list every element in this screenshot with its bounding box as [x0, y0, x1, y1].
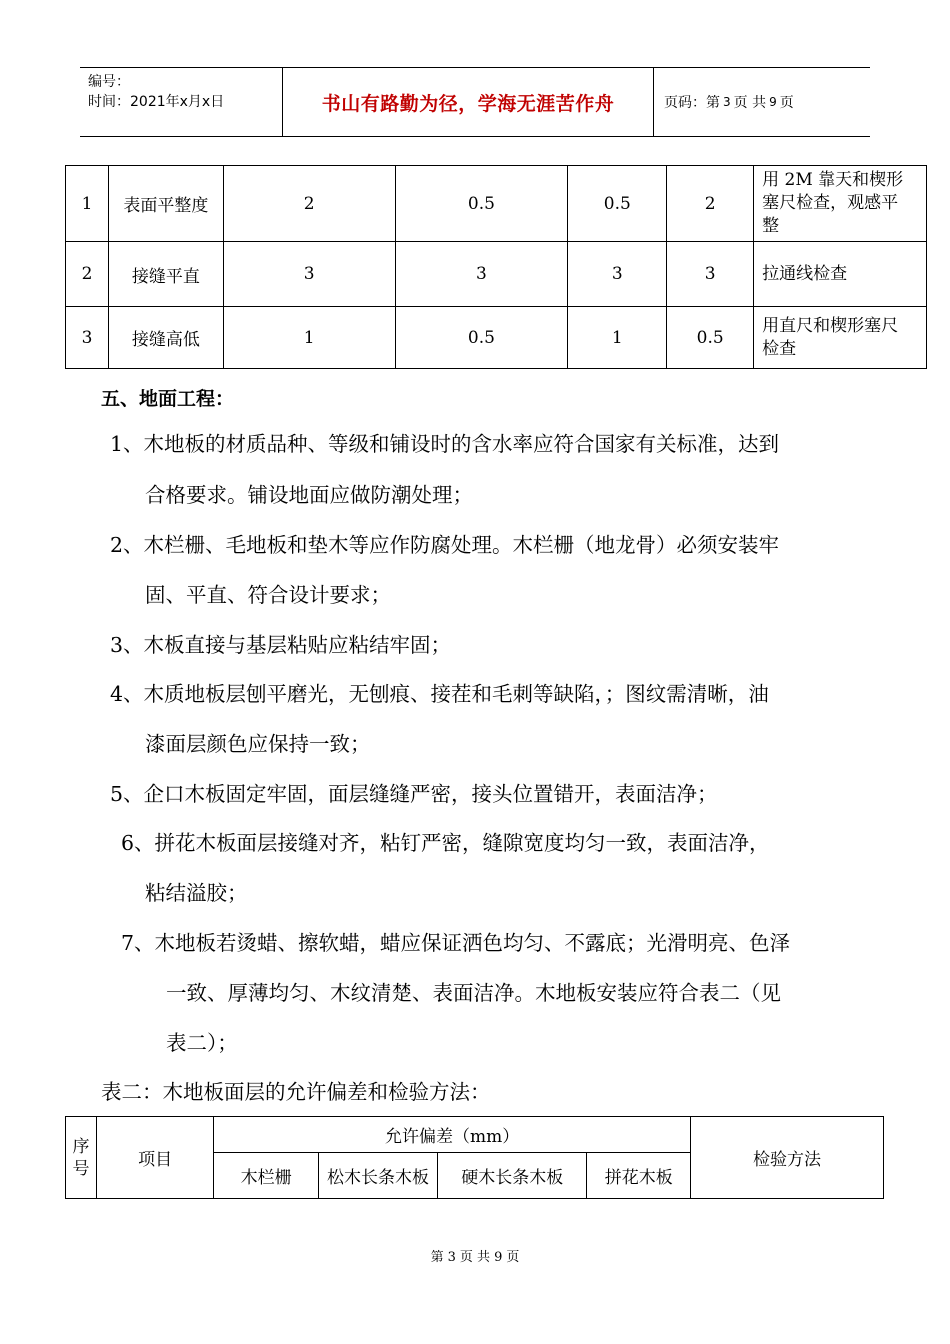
header-no-line: 号	[72, 1158, 90, 1179]
footer-current: 3	[447, 1250, 456, 1265]
floor-tolerance-table	[65, 1116, 884, 1199]
tolerance-table-continued	[65, 165, 927, 369]
paragraph-line: 3、木板直接与基层粘贴应粘结牢固；	[110, 633, 452, 657]
paragraph-line: 1、木地板的材质品种、等级和铺设时的含水率应符合国家有关标准，达到	[110, 432, 780, 456]
page-label: 页码：第	[664, 95, 720, 111]
row-value: 1	[223, 307, 395, 369]
paragraph-line: 固、平直、符合设计要求；	[145, 583, 391, 607]
footer-mid: 页 共	[459, 1250, 491, 1265]
row-value: 0.5	[395, 166, 568, 242]
paragraph-line: 4、木质地板层刨平磨光，无刨痕、接茬和毛刺等缺陷，；图纹需清晰，油	[110, 682, 769, 706]
column-header-no	[66, 1117, 97, 1199]
subcolumn-header: 硬木长条木板	[438, 1153, 587, 1199]
paragraph-line: 2、木栏栅、毛地板和垫木等应作防腐处理。木栏栅（地龙骨）必须安装牢	[110, 533, 780, 557]
header-motto: 书山有路勤为径，学海无涯苦作舟	[321, 92, 615, 115]
paragraph-line: 漆面层颜色应保持一致；	[145, 732, 371, 756]
row-method	[754, 166, 927, 242]
row-item: 表面平整度	[108, 166, 223, 242]
row-number: 1	[66, 166, 109, 242]
header-no-line: 序	[72, 1136, 90, 1157]
column-header-method: 检验方法	[691, 1117, 884, 1199]
table-caption: 表二：木地板面层的允许偏差和检验方法：	[101, 1080, 491, 1104]
column-header-item: 项目	[97, 1117, 214, 1199]
row-value: 0.5	[395, 307, 568, 369]
subcolumn-header: 拼花木板	[587, 1153, 691, 1199]
method-line: 整	[762, 216, 780, 236]
paragraph-line: 表二）；	[166, 1031, 238, 1055]
subcolumn-header: 松木长条木板	[318, 1153, 437, 1199]
row-item: 接缝高低	[108, 307, 223, 369]
method-line: 检查	[762, 338, 797, 359]
column-header-tolerance: 允许偏差（mm）	[214, 1117, 691, 1153]
subcolumn-header: 木栏栅	[214, 1153, 319, 1199]
row-value: 3	[395, 242, 568, 307]
row-value: 2	[223, 166, 395, 242]
method-line: 用 2M 靠天和楔形	[762, 170, 904, 190]
page-total: 9	[769, 95, 777, 109]
method-line: 用直尺和楔形塞尺	[762, 315, 899, 336]
row-value: 3	[223, 242, 395, 307]
header-page-number	[654, 68, 870, 136]
paragraph-line: 合格要求。铺设地面应做防潮处理；	[145, 483, 473, 507]
row-value: 3	[568, 242, 667, 307]
row-value: 0.5	[667, 307, 754, 369]
table-row	[66, 166, 927, 242]
row-item: 接缝平直	[108, 242, 223, 307]
page-mid: 页 共	[733, 95, 767, 111]
page-current: 3	[723, 95, 731, 109]
header-motto-cell	[282, 68, 654, 136]
footer-total: 9	[494, 1250, 503, 1265]
table-row	[66, 242, 927, 307]
row-number: 3	[66, 307, 109, 369]
page-end: 页	[779, 95, 794, 111]
paragraph-line: 7、木地板若烫蜡、擦软蜡，蜡应保证洒色均匀、不露底；光滑明亮、色泽	[121, 931, 791, 955]
row-number: 2	[66, 242, 109, 307]
page-header	[80, 67, 870, 137]
table-row	[66, 307, 927, 369]
paragraph-line: 粘结溢胶；	[145, 881, 248, 905]
row-value: 1	[568, 307, 667, 369]
paragraph-line: 一致、厚薄均匀、木纹清楚、表面洁净。木地板安装应符合表二（见	[166, 981, 781, 1005]
document-number-label: 编号：	[88, 74, 130, 90]
row-value: 3	[667, 242, 754, 307]
method-line: 塞尺检查，观感平	[762, 193, 899, 213]
paragraph-line: 5、企口木板固定牢固，面层缝缝严密，接头位置错开，表面洁净；	[110, 782, 718, 806]
section-heading: 五、地面工程：	[101, 388, 235, 410]
row-method	[754, 307, 927, 369]
row-value: 0.5	[568, 166, 667, 242]
method-line: 拉通线检查	[762, 263, 848, 284]
row-method	[754, 242, 927, 307]
header-meta	[80, 68, 282, 136]
paragraph-line: 6、拼花木板面层接缝对齐，粘钉严密，缝隙宽度均匀一致，表面洁净，	[121, 831, 770, 855]
row-value: 2	[667, 166, 754, 242]
footer-suffix: 页	[506, 1250, 520, 1265]
page-footer	[0, 1246, 950, 1265]
document-date: 时间：2021年x月x日	[88, 94, 225, 110]
table-header-row	[66, 1117, 884, 1153]
footer-prefix: 第	[430, 1250, 444, 1265]
